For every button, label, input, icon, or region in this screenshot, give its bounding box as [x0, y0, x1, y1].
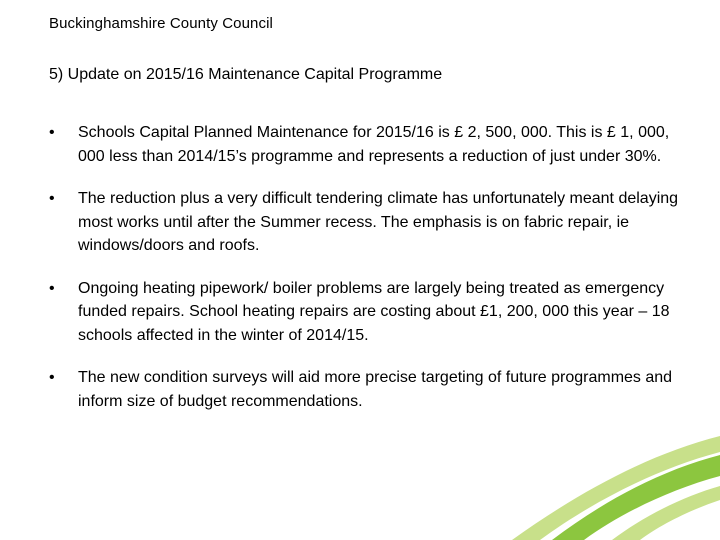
bullet-item	[49, 277, 699, 348]
bullet-marker: •	[49, 190, 55, 207]
swoosh-light-tail	[612, 486, 720, 540]
bullet-list	[49, 121, 699, 432]
bullet-text: The reduction plus a very difficult tendering climate has unfortunately meant delaying most works until after the Summer recess. The emphasis is on fabric repair, ie windows/doors and roofs.	[78, 190, 679, 254]
swoosh-light-band	[512, 436, 720, 540]
organization-name: Buckinghamshire County Council	[49, 15, 273, 32]
bullet-item	[49, 187, 699, 258]
bullet-text: The new condition surveys will aid more precise targeting of future programmes and inform size of budget recommendations.	[78, 369, 673, 410]
bullet-marker: •	[49, 124, 55, 141]
bullet-text: Schools Capital Planned Maintenance for 2015/16 is £ 2, 500, 000. This is £ 1, 000, 000 less than 2014/15’s programme and represents a reduction of just under 30%.	[78, 124, 670, 165]
swoosh-dark-band	[552, 455, 720, 540]
bullet-item	[49, 366, 699, 413]
bullet-marker: •	[49, 279, 55, 297]
bullet-marker: •	[49, 369, 55, 386]
bullet-item	[49, 121, 699, 168]
slide-title: 5) Update on 2015/16 Maintenance Capital Programme	[49, 66, 443, 83]
bullet-text: Ongoing heating pipework/ boiler problems are largely being treated as emergency funded repairs. School heating repairs are costing about £1, 200, 000 this year – 18 schools affected in the winter of 2014/15.	[78, 279, 670, 344]
